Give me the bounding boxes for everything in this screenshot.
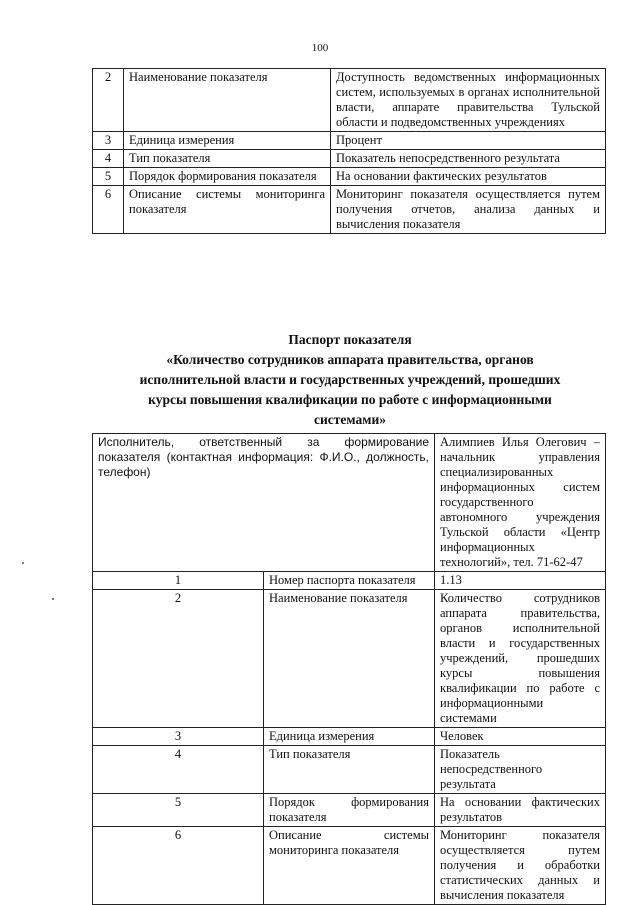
row-value: На основании фактических результатов xyxy=(331,168,606,186)
table-row xyxy=(93,794,606,827)
row-label: Описание системы мониторинга показателя xyxy=(124,186,331,234)
row-value: Мониторинг показателя осуществляется путем получения и обработки статистических данных и вычисления показателя xyxy=(435,827,606,905)
row-number: 4 xyxy=(93,746,264,794)
row-label: Описание системы мониторинга показателя xyxy=(264,827,435,905)
row-number: 1 xyxy=(93,572,264,590)
table-row xyxy=(93,150,606,168)
title-line: курсы повышения квалификации по работе с информационными xyxy=(148,392,552,407)
executor-label: Исполнитель, ответственный за формирование показателя (контактная информация: Ф.И.О., должность, телефон) xyxy=(93,434,435,572)
row-label: Тип показателя xyxy=(124,150,331,168)
indicator-passport-table xyxy=(92,433,606,905)
row-number: 4 xyxy=(93,150,124,168)
row-number: 3 xyxy=(93,132,124,150)
title-line: Паспорт показателя xyxy=(288,332,412,347)
table-row xyxy=(93,434,606,572)
row-label: Единица измерения xyxy=(124,132,331,150)
row-label: Порядок формирования показателя xyxy=(124,168,331,186)
row-number: 6 xyxy=(93,827,264,905)
row-value: Доступность ведомственных информационных систем, используемых в органах исполнительной власти, аппарате правительства Тульской области и подведомственных учреждениях xyxy=(331,69,606,132)
row-value: На основании фактических результатов xyxy=(435,794,606,827)
row-number: 2 xyxy=(93,590,264,728)
row-value: Показатель непосредственного результата xyxy=(435,746,606,794)
table-row xyxy=(93,728,606,746)
row-number: 3 xyxy=(93,728,264,746)
page-number: 100 xyxy=(311,42,329,54)
table-row xyxy=(93,69,606,132)
title-line: исполнительной власти и государственных учреждений, прошедших xyxy=(139,372,561,387)
row-number: 5 xyxy=(93,168,124,186)
row-label: Номер паспорта показателя xyxy=(264,572,435,590)
title-line: системами» xyxy=(314,412,386,427)
row-label: Наименование показателя xyxy=(124,69,331,132)
row-value: Количество сотрудников аппарата правительства, органов исполнительной власти и государственных учреждений, прошедших курсы повышения квалификации по работе с информационными системами xyxy=(435,590,606,728)
row-value: Процент xyxy=(331,132,606,150)
row-number: 5 xyxy=(93,794,264,827)
row-value: Человек xyxy=(435,728,606,746)
table-row xyxy=(93,827,606,905)
table-row xyxy=(93,746,606,794)
title-line: «Количество сотрудников аппарата правительства, органов xyxy=(166,352,534,367)
table-row xyxy=(93,168,606,186)
row-number: 2 xyxy=(93,69,124,132)
passport-title xyxy=(100,330,600,430)
row-label: Порядок формирования показателя xyxy=(264,794,435,827)
row-number: 6 xyxy=(93,186,124,234)
table-row xyxy=(93,186,606,234)
row-label: Единица измерения xyxy=(264,728,435,746)
row-value: 1.13 xyxy=(435,572,606,590)
scan-speck xyxy=(22,562,24,564)
row-value: Показатель непосредственного результата xyxy=(331,150,606,168)
row-label: Тип показателя xyxy=(264,746,435,794)
row-value: Мониторинг показателя осуществляется путем получения отчетов, анализа данных и вычисления показателя xyxy=(331,186,606,234)
table-row xyxy=(93,132,606,150)
executor-value: Алимпиев Илья Олегович – начальник управления специализированных информационных систем государственного автономного учреждения Тульской области «Центр информационных технологий», тел. 71-62-47 xyxy=(435,434,606,572)
table-row xyxy=(93,590,606,728)
table-row xyxy=(93,572,606,590)
scan-speck xyxy=(52,598,54,600)
row-label: Наименование показателя xyxy=(264,590,435,728)
indicator-table-continued xyxy=(92,68,606,234)
